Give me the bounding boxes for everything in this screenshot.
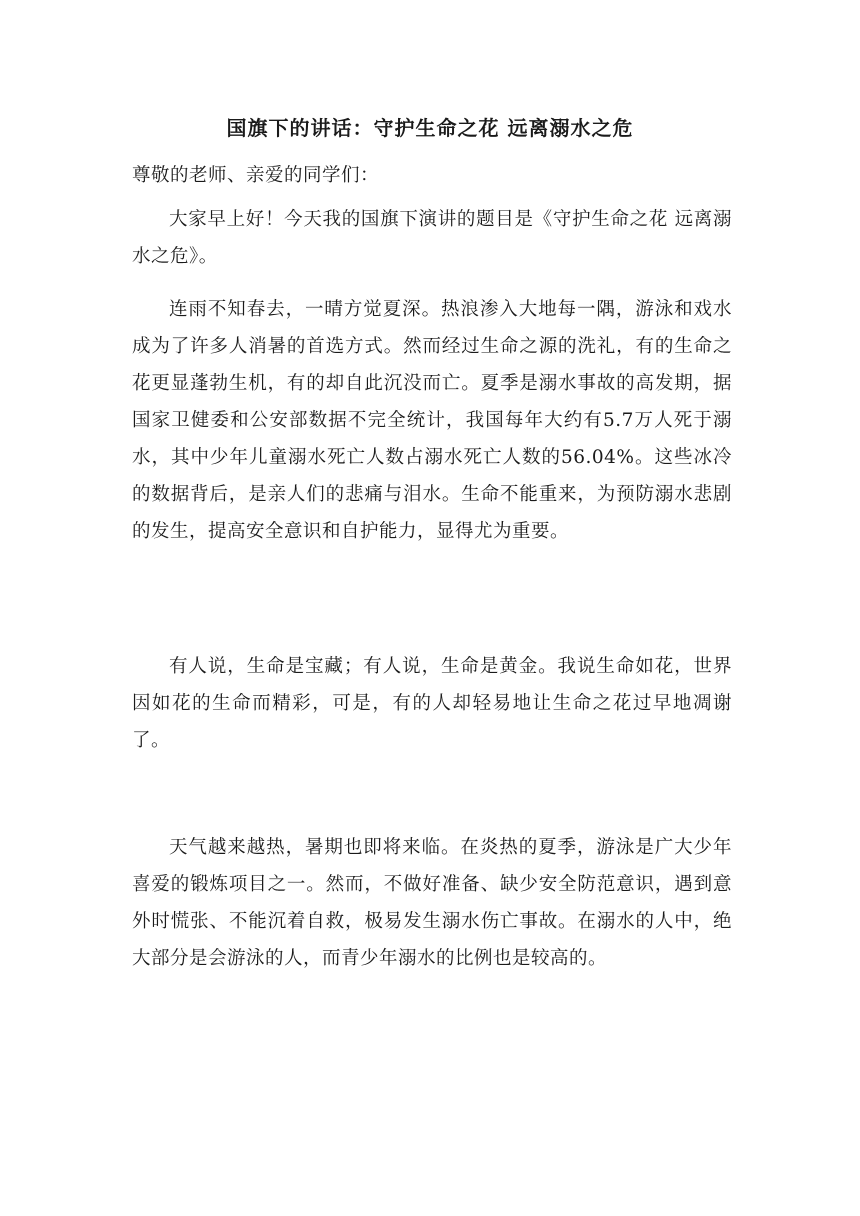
paragraph-life-as-flower: 有人说，生命是宝藏；有人说，生命是黄金。我说生命如花，世界因如花的生命而精彩，可是，有的人却轻易地让生命之花过早地凋谢了。	[132, 656, 732, 751]
document-title: 国旗下的讲话：守护生命之花 远离溺水之危	[226, 116, 634, 140]
salutation: 尊敬的老师、亲爱的同学们：	[132, 165, 380, 186]
paragraph-greeting: 大家早上好！今天我的国旗下演讲的题目是《守护生命之花 远离溺水之危》。	[132, 209, 732, 267]
paragraph-summer-swimming: 天气越来越热，暑期也即将来临。在炎热的夏季，游泳是广大少年喜爱的锻炼项目之一。然而，不做好准备、缺少安全防范意识，遇到意外时慌张、不能沉着自救，极易发生溺水伤亡事故。在溺水的人中，绝大部分是会游泳的人，而青少年溺水的比例也是较高的。	[132, 837, 732, 969]
paragraph-statistics: 连雨不知春去，一晴方觉夏深。热浪渗入大地每一隅，游泳和戏水成为了许多人消暑的首选方式。然而经过生命之源的洗礼，有的生命之花更显蓬勃生机，有的却自此沉没而亡。夏季是溺水事故的高发期，据国家卫健委和公安部数据不完全统计，我国每年大约有5.7万人死于溺水，其中少年儿童溺水死亡人数占溺水死亡人数的56.04%。这些冰冷的数据背后，是亲人们的悲痛与泪水。生命不能重来，为预防溺水悲剧的发生，提高安全意识和自护能力，显得尤为重要。	[132, 299, 732, 542]
